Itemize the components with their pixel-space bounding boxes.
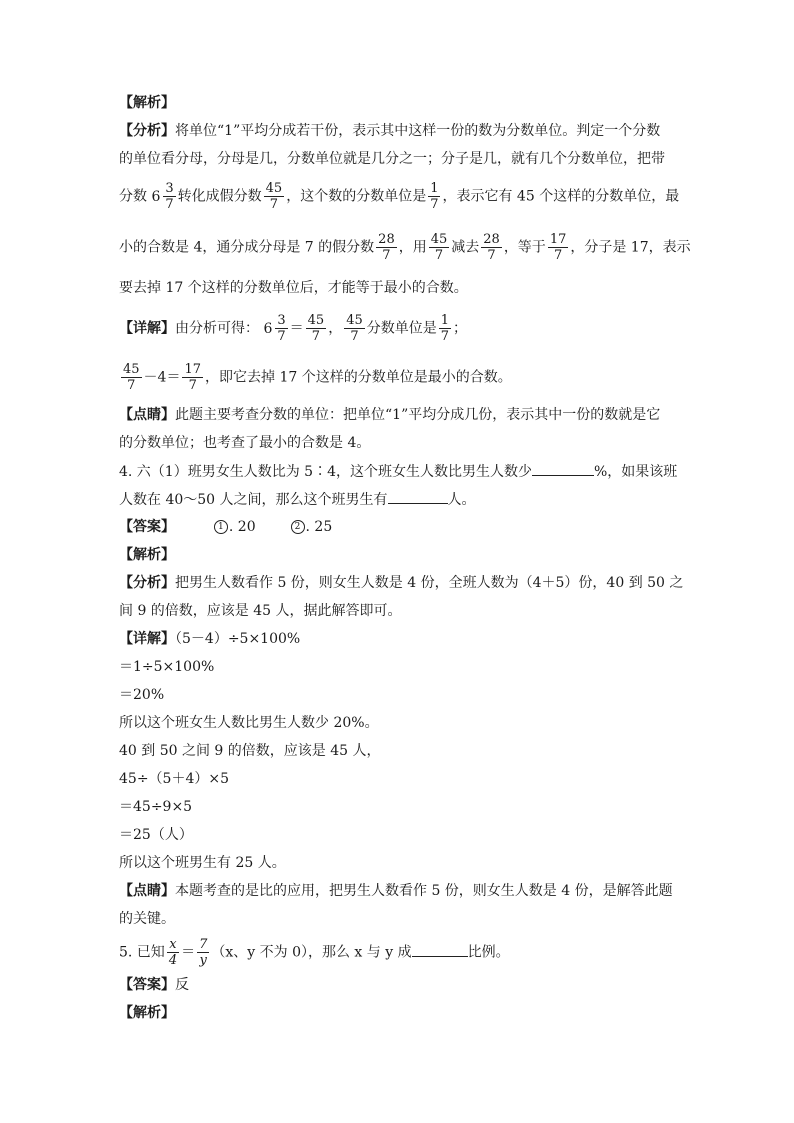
answer-line (119, 975, 684, 995)
detail-line (119, 362, 684, 393)
text-span: 本题考查的是比的应用，把男生人数看作 5 份，则女生人数是 4 份，是解答此题 (175, 883, 673, 899)
fraction (275, 313, 287, 344)
fraction-numerator: x (169, 937, 177, 952)
fraction-denominator: y (199, 953, 207, 968)
fraction (428, 181, 440, 212)
fraction-denominator: 7 (277, 329, 286, 344)
detail-line (119, 313, 684, 344)
fraction-numerator: 45 (430, 232, 448, 247)
fraction-numerator: 7 (199, 937, 208, 952)
fraction (163, 181, 175, 212)
fraction-numerator: 45 (346, 313, 363, 328)
equals-sign: ＝ (289, 320, 304, 337)
fraction-numerator: 3 (165, 181, 174, 196)
fraction-numerator: 45 (265, 181, 283, 196)
answer-value: 反 (175, 977, 189, 993)
fraction-denominator: 7 (350, 329, 359, 344)
circled-number: 1 (214, 520, 228, 534)
text-span: ，用 (398, 239, 427, 256)
answer-blank[interactable] (388, 489, 448, 504)
detail-line: 所以这个班男生有 25 人。 (119, 855, 286, 871)
answer-tag: 【答案】 (119, 977, 175, 993)
analysis-text-line: 间 9 的倍数，应该是 45 人，据此解答即可。 (119, 603, 402, 619)
text-span: %，如果该班 (593, 464, 678, 480)
question-5-line (119, 937, 684, 968)
remark-line (119, 405, 684, 425)
text-span: 分数 (119, 188, 147, 205)
text-span: ，即它去掉 17 个这样的分数单位是最小的合数。 (205, 369, 512, 386)
remark-tag: 【点睛】 (119, 883, 175, 899)
text-span: －4＝ (143, 369, 181, 386)
fraction (344, 313, 365, 344)
fraction-denominator: 7 (430, 197, 439, 212)
detail-line: 所以这个班女生人数比男生人数少 20%。 (119, 715, 379, 731)
text-span: 将单位“1”平均分成若干份，表示其中这样一份的数为分数单位。判定一个分数 (175, 123, 661, 139)
detail-line: ＝45÷9×5 (119, 799, 193, 815)
analysis-text-line (119, 121, 684, 141)
text-span: 减去 (451, 239, 480, 256)
detail-line (119, 629, 684, 649)
detail-tag: 【详解】 (119, 631, 175, 647)
fraction-denominator: 7 (165, 197, 174, 212)
analysis-text-line (119, 573, 684, 593)
detail-line: ＝20% (119, 687, 165, 703)
answer-value: . 25 (305, 519, 333, 535)
fraction (121, 362, 142, 393)
mixed-number-integer: 6 (151, 188, 161, 205)
fraction-denominator: 7 (311, 329, 321, 344)
fraction-numerator: 17 (549, 232, 567, 247)
fraction-numerator: 45 (307, 313, 325, 328)
text-span: 转化成假分数 (177, 188, 262, 205)
fraction-numerator: 3 (277, 313, 286, 328)
equals-sign: ＝ (181, 944, 196, 961)
analysis-heading: 【解析】 (119, 547, 175, 563)
question-4-line (119, 489, 684, 510)
text-span: 4. 六（1）班男女生人数比为 5∶4，这个班女生人数比男生人数少 (119, 464, 532, 480)
text-span: ； (453, 320, 468, 337)
mixed-number-integer: 6 (263, 320, 273, 337)
text-span: ， (328, 320, 343, 337)
text-span: 把男生人数看作 5 份，则女生人数是 4 份，全班人数为（4＋5）份，40 到 50 之 (175, 575, 684, 591)
fraction-denominator: 7 (269, 197, 279, 212)
fraction-numerator: 28 (378, 232, 395, 247)
fraction-numerator: 1 (430, 181, 439, 196)
detail-line: 45÷（5＋4）×5 (119, 771, 229, 787)
answer-value: . 20 (228, 519, 256, 535)
text-span: ，表示它有 45 个这样的分数单位，最 (442, 188, 680, 205)
answer-blank[interactable] (412, 942, 468, 957)
analysis-text-line: 的单位看分母，分母是几，分数单位就是几分之一；分子是几，就有几个分数单位，把带 (119, 151, 665, 167)
fraction (481, 232, 502, 263)
circled-number: 2 (291, 520, 305, 534)
fraction-denominator: 7 (553, 248, 563, 263)
text-span: 由分析可得： (175, 320, 259, 337)
detail-line: ＝25（人） (119, 827, 193, 843)
text-span: ，分子是 17，表示 (570, 239, 691, 256)
fraction (167, 937, 179, 968)
fraction-denominator: 7 (440, 329, 450, 344)
answer-line (119, 517, 684, 537)
fraction (429, 232, 450, 263)
analysis-text-line: 要去掉 17 个这样的分数单位后，才能等于最小的合数。 (119, 280, 468, 296)
fraction (548, 232, 569, 263)
text-span: 小的合数是 4，通分成分母是 7 的假分数 (119, 239, 375, 256)
remark-line (119, 881, 684, 901)
fraction-denominator: 7 (382, 248, 391, 263)
fraction-numerator: 45 (123, 362, 140, 377)
analysis-text-line (119, 181, 684, 212)
fraction-numerator: 17 (184, 362, 202, 377)
fraction (264, 181, 285, 212)
fraction-denominator: 7 (188, 378, 197, 393)
question-4-line (119, 461, 684, 482)
fraction (306, 313, 327, 344)
text-span: 分数单位是 (366, 320, 437, 337)
text-span: ，这个数的分数单位是 (286, 188, 427, 205)
text-span: （x、y 不为 0），那么 x 与 y 成 (211, 944, 412, 961)
remark-line: 的分数单位；也考查了最小的合数是 4。 (119, 435, 371, 451)
text-span: 此题主要考查分数的单位：把单位“1”平均分成几份，表示其中一份的数就是它 (175, 407, 661, 423)
text-span: 5. 已知 (119, 944, 165, 961)
analysis-tag: 【分析】 (119, 123, 175, 139)
text-span: 人。 (447, 492, 476, 508)
analysis-text-line (119, 232, 691, 263)
fraction-denominator: 7 (434, 248, 444, 263)
fraction-denominator: 7 (487, 248, 496, 263)
fraction (376, 232, 397, 263)
text-span: 比例。 (467, 944, 510, 961)
fraction (197, 937, 209, 968)
fraction (439, 313, 451, 344)
text-span: 人数在 40～50 人之间，那么这个班男生有 (119, 492, 388, 508)
text-span: （5－4）÷5×100% (175, 631, 301, 647)
detail-tag: 【详解】 (119, 320, 175, 337)
detail-line: 40 到 50 之间 9 的倍数，应该是 45 人， (119, 743, 381, 759)
detail-line: ＝1÷5×100% (119, 659, 215, 675)
remark-line: 的关键。 (119, 911, 175, 927)
fraction-denominator: 7 (127, 378, 136, 393)
fraction-numerator: 1 (440, 313, 450, 328)
fraction-denominator: 4 (168, 953, 178, 968)
answer-blank[interactable] (532, 461, 594, 476)
fraction (182, 362, 203, 393)
remark-tag: 【点睛】 (119, 407, 175, 423)
answer-tag: 【答案】 (119, 519, 175, 535)
analysis-tag: 【分析】 (119, 575, 175, 591)
analysis-heading: 【解析】 (119, 1005, 175, 1021)
fraction-numerator: 28 (483, 232, 500, 247)
text-span: ，等于 (503, 239, 546, 256)
analysis-heading: 【解析】 (119, 95, 175, 111)
